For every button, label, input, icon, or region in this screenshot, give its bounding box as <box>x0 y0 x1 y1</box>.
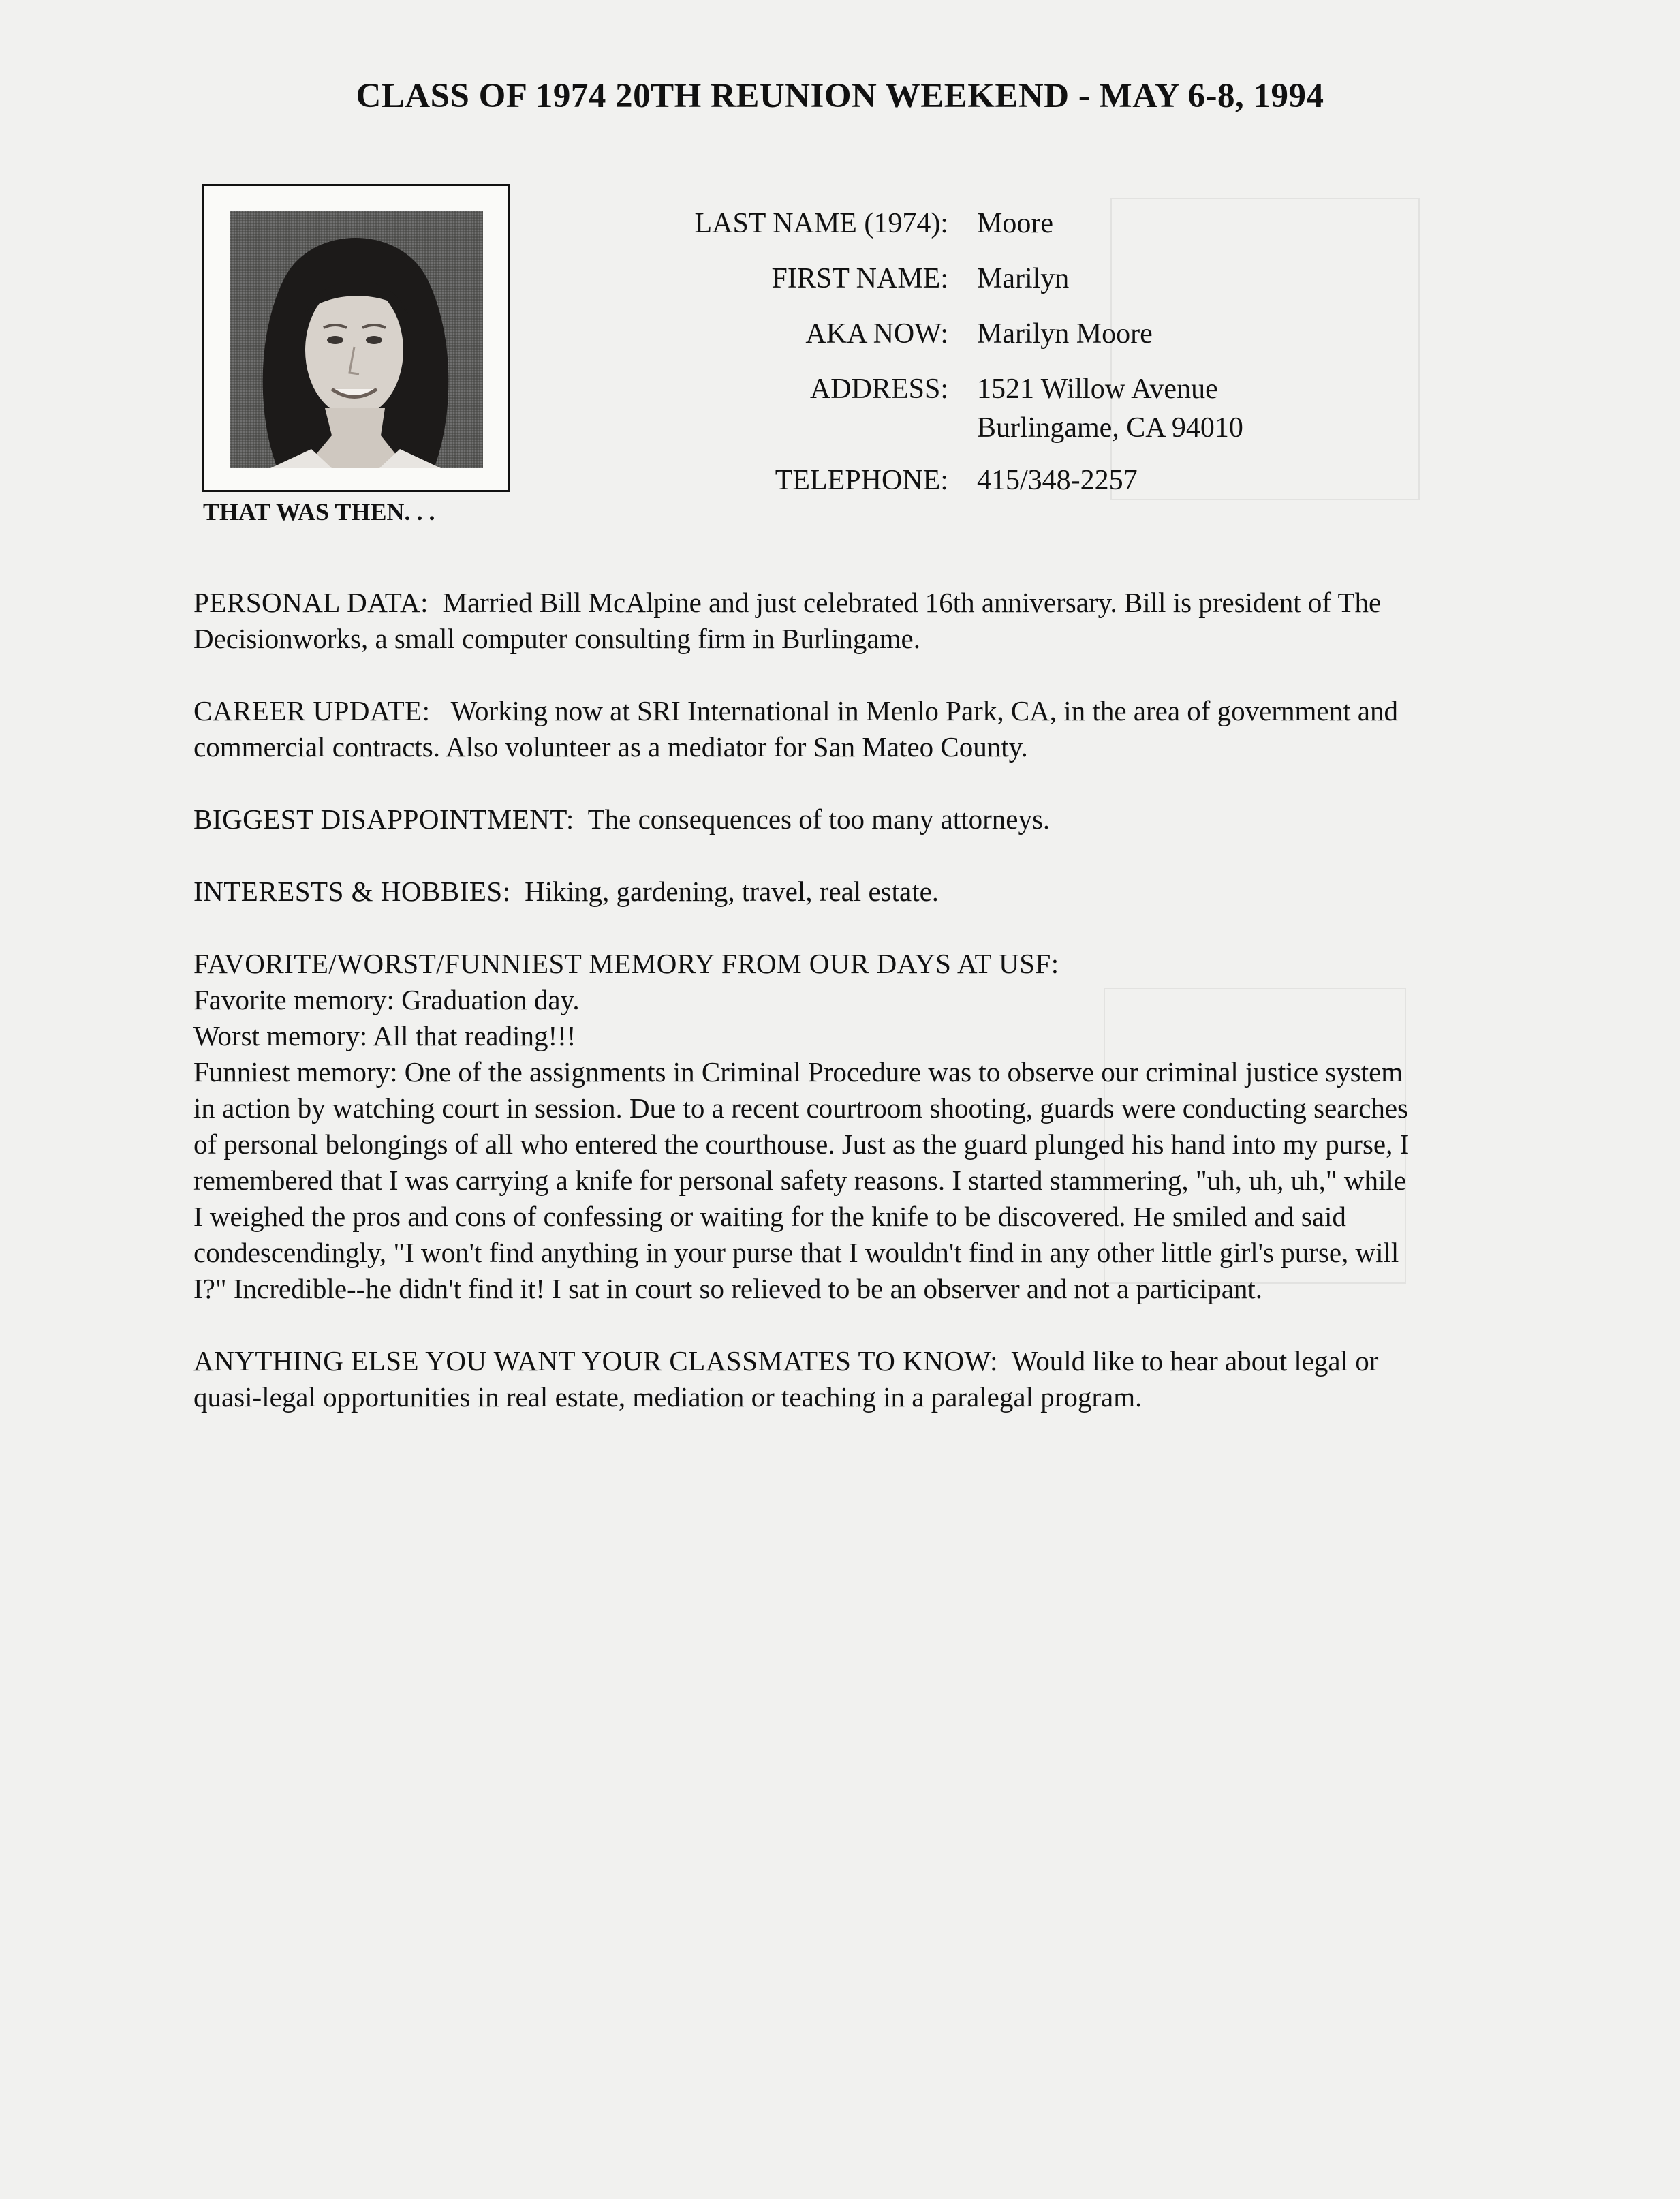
first-name-label: FIRST NAME: <box>771 263 948 294</box>
last-name-value: Moore <box>977 208 1053 239</box>
address-line-2: Burlingame, CA 94010 <box>977 412 1243 444</box>
first-name-row <box>613 251 1243 307</box>
career-update-text: Working now at SRI International in Menlo Park, CA, in the area of government and commercial contracts. Also volunteer as a mediator for San Mateo County. <box>193 695 1398 763</box>
profile-body <box>193 585 1420 1451</box>
aka-value: Marilyn Moore <box>977 318 1153 350</box>
portrait-frame <box>202 184 510 492</box>
personal-data-text: Married Bill McAlpine and just celebrated 16th anniversary. Bill is president of The Decisionworks, a small computer consulting firm in Burlingame. <box>193 587 1382 654</box>
personal-data-paragraph <box>193 585 1420 657</box>
memory-worst: Worst memory: All that reading!!! <box>193 1020 576 1051</box>
anything-else-text: Would like to hear about legal or quasi-legal opportunities in real estate, mediation or teaching in a paralegal program. <box>193 1345 1379 1413</box>
disappointment-text: The consequences of too many attorneys. <box>587 803 1051 835</box>
interests-label: INTERESTS & HOBBIES: <box>193 876 511 907</box>
interests-paragraph <box>193 874 1420 910</box>
last-name-row <box>613 196 1243 251</box>
career-update-section <box>193 693 1420 765</box>
memory-funniest: Funniest memory: One of the assignments in Criminal Procedure was to observe our criminal justice system in action by watching court in session. Due to a recent courtroom shooting, guards were conducting searches of personal belongings of all who entered the courthouse. Just as the guard plunged his hand into my purse, I remembered that I was carrying a knife for personal safety reasons. I started stammering, "uh, uh, uh," while I weighed the pros and cons of confessing or waiting for the knife to be discovered. He smiled and said condescendingly, "I won't find anything in your purse that I wouldn't find in any other little girl's purse, will I?" Incredible--he didn't find it! I sat in court so relieved to be an observer and not a participant. <box>193 1056 1410 1304</box>
telephone-row <box>613 453 1243 508</box>
address-value <box>977 362 1243 448</box>
portrait-photo <box>230 211 483 468</box>
memory-favorite: Favorite memory: Graduation day. <box>193 984 580 1015</box>
address-row <box>613 362 1243 448</box>
aka-label: AKA NOW: <box>805 318 948 350</box>
anything-else-paragraph <box>193 1343 1420 1415</box>
first-name-value: Marilyn <box>977 263 1070 294</box>
disappointment-paragraph <box>193 801 1420 837</box>
career-update-paragraph <box>193 693 1420 765</box>
interests-section <box>193 874 1420 910</box>
photo-caption: THAT WAS THEN. . . <box>203 498 435 525</box>
disappointment-section <box>193 801 1420 837</box>
memory-section <box>193 946 1420 1307</box>
disappointment-label: BIGGEST DISAPPOINTMENT: <box>193 803 574 835</box>
aka-row <box>613 307 1243 362</box>
last-name-label: LAST NAME (1974): <box>694 208 948 239</box>
anything-else-label: ANYTHING ELSE YOU WANT YOUR CLASSMATES TO KNOW: <box>193 1345 999 1377</box>
anything-else-section <box>193 1343 1420 1415</box>
telephone-value: 415/348-2257 <box>977 465 1138 496</box>
address-label: ADDRESS: <box>809 373 948 405</box>
telephone-label: TELEPHONE: <box>775 465 948 496</box>
address-line-1: 1521 Willow Avenue <box>977 373 1218 405</box>
career-update-label: CAREER UPDATE: <box>193 695 431 726</box>
contact-info <box>613 196 1243 508</box>
personal-data-label: PERSONAL DATA: <box>193 587 429 618</box>
portrait-image <box>230 211 483 468</box>
interests-text: Hiking, gardening, travel, real estate. <box>525 876 939 907</box>
page-title: CLASS OF 1974 20TH REUNION WEEKEND - MAY 6-8, 1994 <box>356 77 1324 115</box>
personal-data-section <box>193 585 1420 657</box>
memory-label: FAVORITE/WORST/FUNNIEST MEMORY FROM OUR DAYS AT USF: <box>193 948 1059 979</box>
